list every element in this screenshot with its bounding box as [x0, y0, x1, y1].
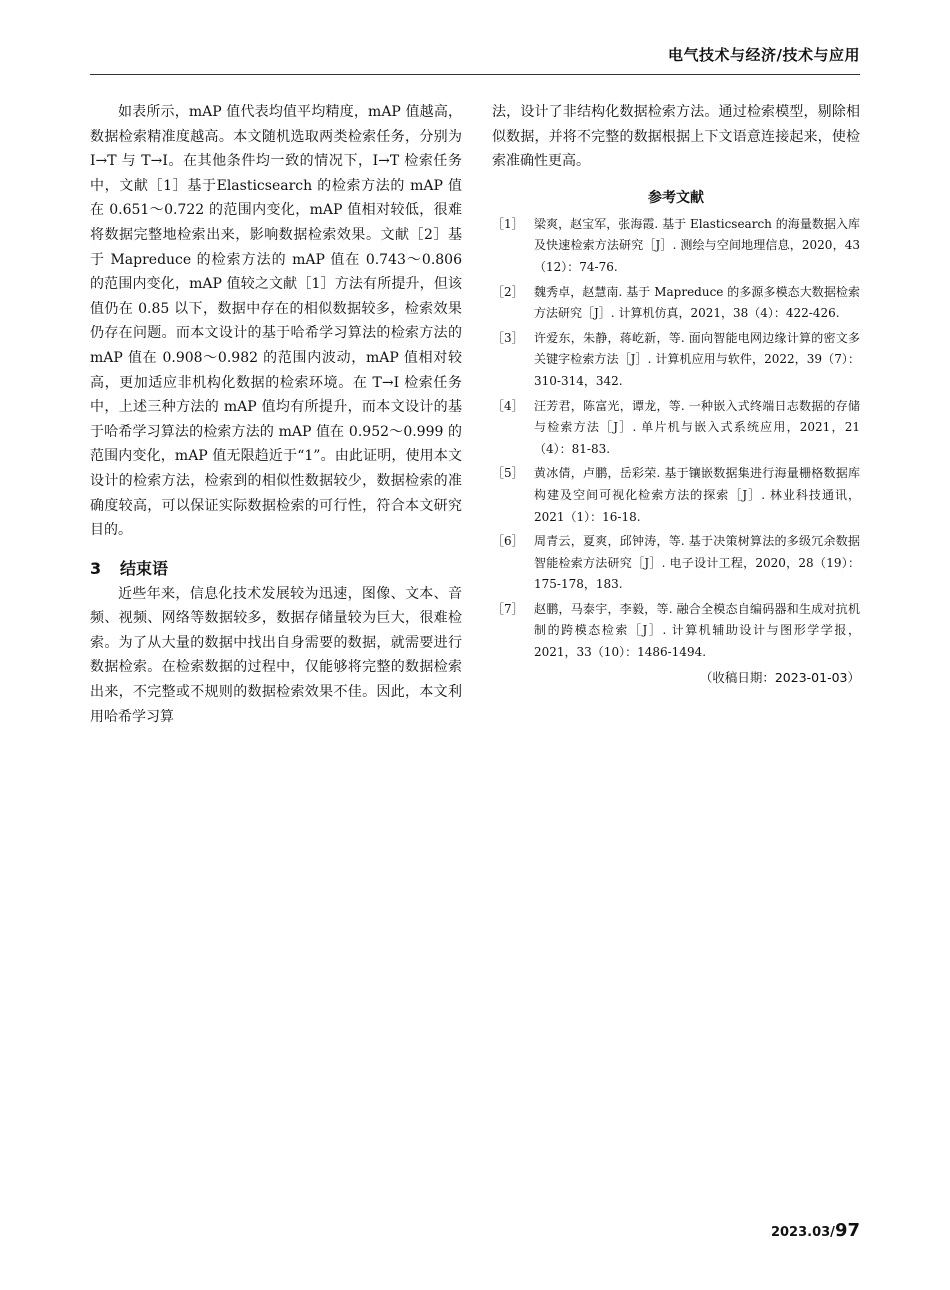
body-paragraph-conclusion: 近些年来，信息化技术发展较为迅速，图像、文本、音频、视频、网络等数据较多，数据存储量较为巨大，很难检索。为了从大量的数据中找出自身需要的数据，就需要进行数据检索。在检索数据的过程中，仅能够将完整的数据检索出来，不完整或不规则的数据检索效果不佳。因此，本文利用哈希学习算: [90, 585, 462, 725]
section-number: 3: [90, 558, 102, 578]
issue-label: 2023.03/: [770, 1225, 835, 1240]
reference-text: 周青云，夏爽，邱钟涛，等. 基于决策树算法的多级冗余数据智能检索方法研究［J］. 电子设计工程，2020，28（19）：175-178，183.: [534, 534, 860, 592]
reference-item: [492, 531, 860, 596]
reference-number: ［3］: [492, 330, 524, 345]
reference-item: [492, 463, 860, 528]
right-column: [492, 100, 860, 689]
section-heading: [90, 556, 462, 582]
reference-text: 许爱东，朱静，蒋屹新，等. 面向智能电网边缘计算的密文多关键字检索方法［J］. 计算机应用与软件，2022，39（7）：310-314，342.: [534, 330, 860, 388]
reference-text: 汪芳君，陈富光，谭龙，等. 一种嵌入式终端日志数据的存储与检索方法［J］. 单片机与嵌入式系统应用，2021，21（4）：81-83.: [534, 398, 860, 456]
section-title: 结束语: [120, 558, 169, 578]
body-paragraph-results: 如表所示，mAP 值代表均值平均精度，mAP 值越高，数据检索精准度越高。本文随机选取两类检索任务，分别为 I→T 与 T→I。在其他条件均一致的情况下，I→T 检索任务中，文献［1］基于Elasticsearch 的检索方法的 mAP 值在 0.651～0.722 的范围内变化，mAP 值相对较低，很难将数据完整地检索出来，影响数据检索效果。文献［2］基于 Mapreduce 的检索方法的 mAP 值在 0.743～0.806 的范围内变化，mAP 值较之文献［1］方法有所提升，但该值仍在 0.85 以下，数据中存在的相似数据较多，检索效果仍存在问题。而本文设计的基于哈希学习算法的检索方法的 mAP 值在 0.908～0.982 的范围内波动，mAP 值相对较高，更加适应非机构化数据的检索环境。在 T→I 检索任务中，上述三种方法的 mAP 值均有所提升，而本文设计的基于哈希学习算法的检索方法的 mAP 值在 0.952～0.999 的范围内变化，mAP 值无限趋近于“1”。由此证明，使用本文设计的检索方法，检索到的相似性数据较少，数据检索的准确度较高，可以保证实际数据检索的可行性，符合本文研究目的。: [90, 104, 462, 539]
reference-number: ［7］: [492, 601, 524, 616]
reference-item: [492, 328, 860, 393]
reference-number: ［4］: [492, 398, 524, 413]
reference-list: [492, 214, 860, 664]
reference-number: ［5］: [492, 466, 524, 481]
references-title: 参考文献: [648, 189, 704, 206]
received-date: （收稿日期：2023-01-03）: [699, 669, 860, 685]
reference-number: ［6］: [492, 534, 524, 549]
reference-item: [492, 396, 860, 461]
left-column: [90, 100, 462, 729]
reference-item: [492, 599, 860, 664]
body-paragraph-continued: 法，设计了非结构化数据检索方法。通过检索模型，剔除相似数据，并将不完整的数据根据上下文语意连接起来，使检索准确性更高。: [492, 104, 860, 170]
reference-item: [492, 282, 860, 325]
reference-text: 魏秀卓，赵慧南. 基于 Mapreduce 的多源多模态大数据检索方法研究［J］. 计算机仿真，2021，38（4）：422-426.: [534, 284, 860, 321]
page-number: 97: [834, 1220, 860, 1241]
reference-item: [492, 214, 860, 279]
reference-text: 梁爽，赵宝军，张海霞. 基于 Elasticsearch 的海量数据入库及快速检索方法研究［J］. 测绘与空间地理信息，2020，43（12）：74-76.: [534, 216, 860, 274]
header-rule: [90, 74, 860, 75]
page-footer: [700, 1220, 860, 1241]
reference-number: ［2］: [492, 284, 524, 299]
journal-header: 电气技术与经济/技术与应用: [668, 46, 860, 64]
reference-text: 赵鹏，马泰宇，李毅，等. 融合全模态自编码器和生成对抗机制的跨模态检索［J］. 计算机辅助设计与图形学学报，2021，33（10）：1486-1494.: [534, 601, 860, 660]
reference-text: 黄冰倩，卢鹏，岳彩荣. 基于镶嵌数据集进行海量栅格数据库构建及空间可视化检索方法的探索［J］. 林业科技通讯，2021（1）：16-18.: [534, 466, 860, 524]
reference-number: ［1］: [492, 216, 524, 231]
